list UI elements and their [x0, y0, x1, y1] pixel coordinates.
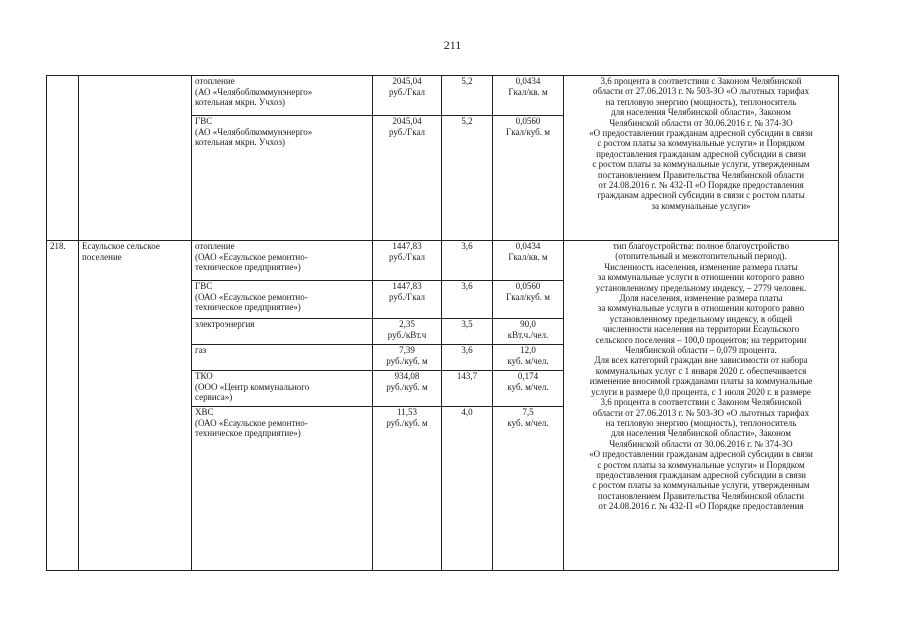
volume-cell: 3,6 [442, 241, 493, 281]
note-cell: тип благоустройства: полное благоустройство (отопительный и межотопительный период). Численность населения, изменение размера платы за коммунальные услуги в отношении которого равно установленному предельному индексу, – 2779 человек. Доля населения, изменение размера платы за коммунальные услуги в отношении которого равно установленному предельному индексу, в общей численности населения на территории Есаульского сельского поселения – 100,0 процентов; на территории Челябинской области – 0,079 процента. Для всех категорий граждан вне зависимости от набора коммунальных услуг с 1 января 2020 г. обеспечивается изменение вносимой гражданами платы за коммунальные услуги в размере 0,0 процента, с 1 июля 2020 г. в размере 3,6 процента в соответствии с Законом Челябинской области от 27.06.2013 г. № 503-ЗО «О льготных тарифах на тепловую энергию (мощность), теплоноситель для населения Челябинской области», Законом Челябинской области от 30.06.2016 г. № 374-ЗО «О предоставлении гражданам адресной субсидии в связи с ростом платы за коммунальные услуги» и Порядком предоставления гражданам адресной субсидии в связи с ростом платы за коммунальные услуги, утвержденным постановлением Правительства Челябинской области от 24.08.2016 г. № 432-П «О Порядке предоставления [564, 241, 839, 571]
volume-cell: 3,6 [442, 281, 493, 319]
norm-cell: 0,174 куб. м/чел. [493, 371, 564, 407]
settlement-cell: Есаульское сельское поселение [79, 241, 192, 571]
volume-cell: 3,6 [442, 345, 493, 371]
tariff-cell: 1447,83 руб./Гкал [373, 241, 442, 281]
settlement-cell [79, 76, 192, 241]
number-cell: 218. [47, 241, 79, 571]
volume-cell: 5,2 [442, 76, 493, 116]
norm-cell: 0,0434 Гкал/кв. м [493, 241, 564, 281]
service-cell: отопление (ОАО «Есаульское ремонтно- техническое предприятие») [192, 241, 373, 281]
service-cell: ГВС (АО «Челябоблкоммунэнерго» котельная мкрн. Учхоз) [192, 116, 373, 241]
tariff-cell: 934,08 руб./куб. м [373, 371, 442, 407]
volume-cell: 5,2 [442, 116, 493, 241]
volume-cell: 143,7 [442, 371, 493, 407]
service-cell: газ [192, 345, 373, 371]
service-cell: ХВС (ОАО «Есаульское ремонтно- техническое предприятие») [192, 407, 373, 571]
tariff-cell: 2,35 руб./кВт.ч [373, 319, 442, 345]
tariff-cell: 2045,04 руб./Гкал [373, 76, 442, 116]
tariff-cell: 11,53 руб./куб. м [373, 407, 442, 571]
norm-cell: 0,0560 Гкал/куб. м [493, 116, 564, 241]
norm-cell: 0,0560 Гкал/куб. м [493, 281, 564, 319]
service-cell: ТКО (ООО «Центр коммунального сервиса») [192, 371, 373, 407]
service-cell: электроэнергия [192, 319, 373, 345]
norm-cell: 90,0 кВт.ч./чел. [493, 319, 564, 345]
number-cell [47, 76, 79, 241]
page-number: 211 [443, 38, 462, 52]
note-cell: 3,6 процента в соответствии с Законом Челябинской области от 27.06.2013 г. № 503-ЗО «О льготных тарифах на тепловую энергию (мощность), теплоноситель для населения Челябинской области», Законом Челябинской области от 30.06.2016 г. № 374-ЗО «О предоставлении гражданам адресной субсидии в связи с ростом платы за коммунальные услуги» и Порядком предоставления гражданам адресной субсидии в связи с ростом платы за коммунальные услуги, утвержденным постановлением Правительства Челябинской области от 24.08.2016 г. № 432-П «О Порядке предоставления гражданам адресной субсидии в связи с ростом платы за коммунальные услуги» [564, 76, 839, 241]
tariff-cell: 1447,83 руб./Гкал [373, 281, 442, 319]
tariff-cell: 7,39 руб./куб. м [373, 345, 442, 371]
norm-cell: 12,0 куб. м/чел. [493, 345, 564, 371]
tariff-table [46, 75, 839, 571]
table-row [47, 76, 839, 116]
service-cell: отопление (АО «Челябоблкоммунэнерго» котельная мкрн. Учхоз) [192, 76, 373, 116]
norm-cell: 7,5 куб. м/чел. [493, 407, 564, 571]
tariff-cell: 2045,04 руб./Гкал [373, 116, 442, 241]
service-cell: ГВС (ОАО «Есаульское ремонтно- техническое предприятие») [192, 281, 373, 319]
volume-cell: 4,0 [442, 407, 493, 571]
table-row [47, 241, 839, 281]
norm-cell: 0,0434 Гкал/кв. м [493, 76, 564, 116]
volume-cell: 3,5 [442, 319, 493, 345]
